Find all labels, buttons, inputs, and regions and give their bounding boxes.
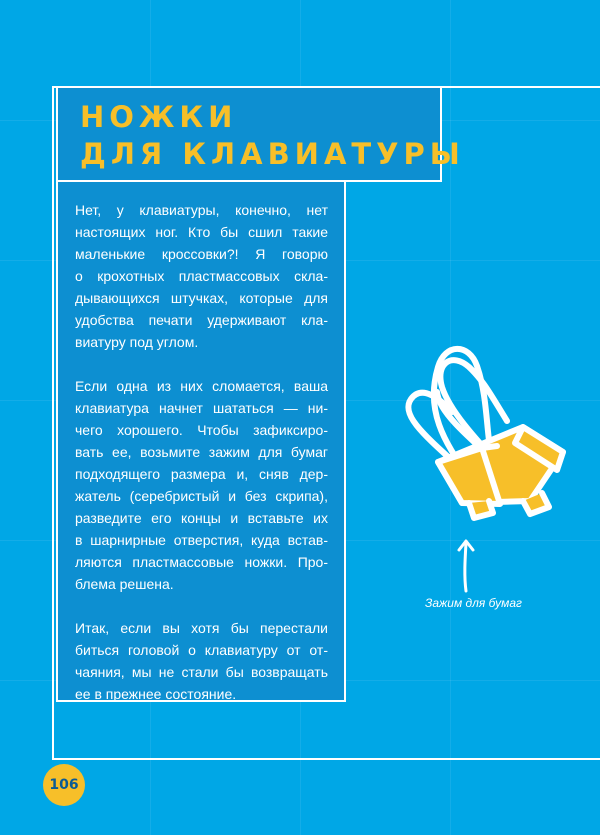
paragraph-1-line-5: дывающихся штучках, которые для [75,290,328,306]
paragraph-2-line-4: вать ее, возьмите зажим для бумаг [75,444,328,460]
title-box [56,86,465,182]
paragraph-3-line-1: Итак, если вы хотя бы перестали [75,620,328,636]
title-line-1: НОЖКИ [80,100,238,134]
page-number: 106 [49,777,79,793]
article-text-box [56,182,346,702]
paragraph-3 [75,617,328,705]
article-body [75,199,328,705]
page-number-badge [43,764,85,806]
illustration-caption: Зажим для бумаг [425,596,522,610]
paragraph-3-line-4: ее в прежнее состояние. [75,686,237,702]
paragraph-2-line-2: клавиатура начнет шататься — ни- [75,400,328,416]
title-line-2: ДЛЯ КЛАВИАТУРЫ [80,137,465,171]
paragraph-1-line-7: виатуру под углом. [75,334,199,350]
paragraph-1-line-6: удобства печати удерживают кла- [75,312,328,328]
paragraph-2-line-6: жатель (серебристый и без скрипа), [75,488,328,504]
paragraph-1-line-2: настоящих ног. Кто бы сшил такие [75,224,328,240]
paragraph-2-line-1: Если одна из них сломается, ваша [75,378,328,394]
paragraph-2-line-7: разведите его концы и вставьте их [75,510,328,526]
paragraph-3-line-3: чаяния, мы не стали бы возвращать [75,664,328,680]
paragraph-1 [75,199,328,353]
paragraph-2 [75,375,328,595]
paragraph-2-line-5: подходящего размера и, сняв дер- [75,466,328,482]
paragraph-1-line-1: Нет, у клавиатуры, конечно, нет [75,202,328,218]
paragraph-2-line-10: блема решена. [75,576,174,592]
paragraph-1-line-3: маленькие кроссовки?! Я говорю [75,246,328,262]
paragraph-3-line-2: биться головой о клавиатуру от от- [75,642,328,658]
paragraph-2-line-9: ляются пластмассовые ножки. Про- [75,554,328,570]
paragraph-2-line-3: чего хорошего. Чтобы зафиксиро- [75,422,328,438]
arrow-up-icon [454,536,478,594]
binder-clip-icon [395,325,585,525]
paragraph-2-line-8: в шарнирные отверстия, куда встав- [75,532,328,548]
paragraph-1-line-4: о крохотных пластмассовых скла- [75,268,328,284]
